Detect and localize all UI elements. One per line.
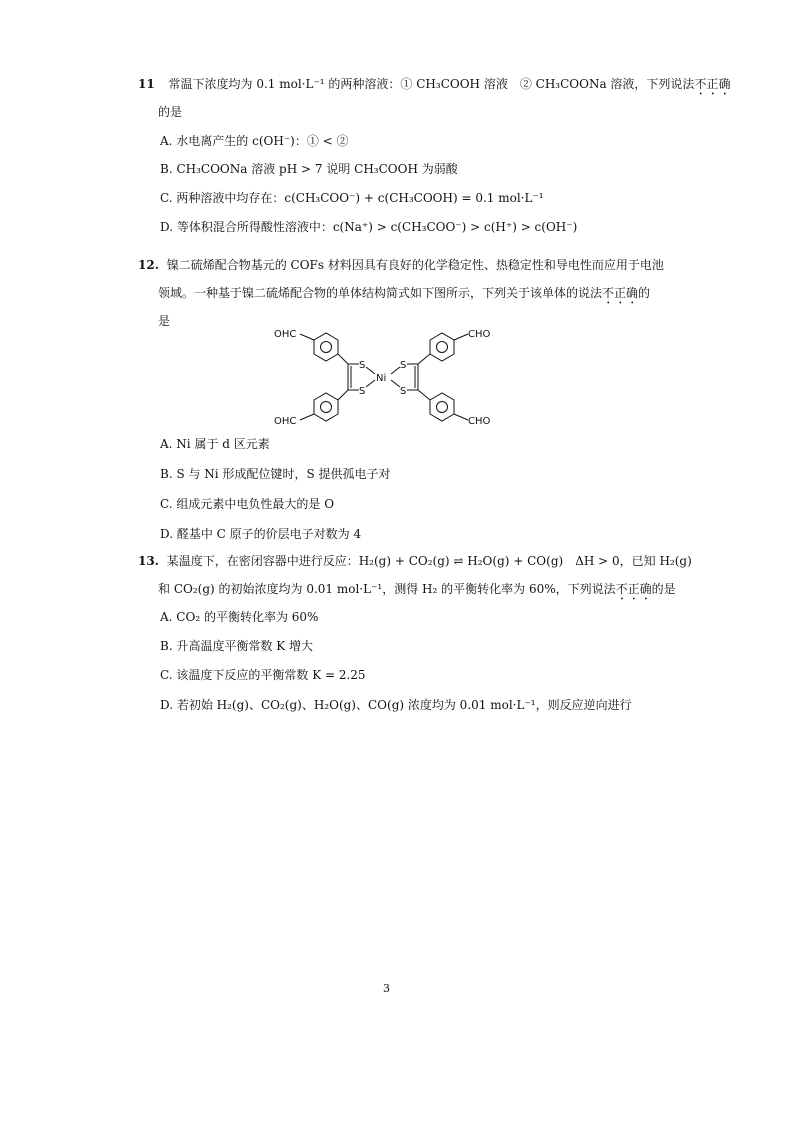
bond-ring-to-c1 <box>338 354 348 364</box>
label-s2: S <box>359 386 366 397</box>
label-s3: S <box>400 360 407 371</box>
q11-stem-emphasis: 不正确 <box>694 77 731 91</box>
bond-s2-ni <box>366 380 375 387</box>
q13-stem-text1: 某温度下，在密闭容器中进行反应：H₂(g) + CO₂(g) ⇌ H₂O(g) + CO(g) ΔH > 0，已知 H₂(g) <box>166 554 692 568</box>
bond-ni-s4 <box>391 380 400 387</box>
bond-c3-ring <box>418 354 430 364</box>
q11-stem-text: 常温下浓度均为 0.1 mol·L⁻¹ 的两种溶液：① CH₃COOH 溶液 ② CH₃COONa 溶液，下列说法 <box>168 77 695 91</box>
bond-cho-bottom-right <box>454 414 468 420</box>
nickel-dithiolene-structure <box>270 322 500 430</box>
aromatic-circle-top-right <box>437 342 448 353</box>
label-s1: S <box>359 360 366 371</box>
label-ni: Ni <box>376 373 387 384</box>
q12-option-c: C. 组成元素中电负性最大的是 O <box>160 497 335 511</box>
q12-option-a: A. Ni 属于 d 区元素 <box>160 437 270 451</box>
q13-option-c: C. 该温度下反应的平衡常数 K = 2.25 <box>160 668 366 682</box>
q12-stem-tail: 的 <box>638 286 651 300</box>
q11-stem-line2: 的是 <box>158 105 183 119</box>
bond-ohc-bottom-left <box>300 414 314 420</box>
aromatic-circle-top-left <box>321 342 332 353</box>
benzene-ring-top-right <box>430 333 454 361</box>
q13-stem-line1 <box>138 553 692 569</box>
benzene-ring-top-left <box>314 333 338 361</box>
bond-ohc-top-left <box>300 334 314 340</box>
q13-stem-line2 <box>158 581 676 603</box>
q11-option-a: A. 水电离产生的 c(OH⁻)：① < ② <box>160 134 349 148</box>
page-number: 3 <box>383 982 390 995</box>
q11-number: 11 <box>138 77 155 91</box>
bond-cho-top-right <box>454 334 468 340</box>
label-cho-top-right: CHO <box>468 329 491 340</box>
q13-option-a: A. CO₂ 的平衡转化率为 60% <box>160 610 319 624</box>
bond-ni-s3 <box>391 367 400 374</box>
q12-stem-emphasis: 不正确 <box>602 286 639 300</box>
q13-option-b: B. 升高温度平衡常数 K 增大 <box>160 639 314 653</box>
q12-number: 12. <box>138 258 159 272</box>
benzene-ring-bottom-left <box>314 393 338 421</box>
q12-option-b: B. S 与 Ni 形成配位键时，S 提供孤电子对 <box>160 467 391 481</box>
q13-stem-emphasis: 不正确 <box>615 582 652 596</box>
q13-number: 13. <box>138 554 159 568</box>
q13-stem-text2: 和 CO₂(g) 的初始浓度均为 0.01 mol·L⁻¹，测得 H₂ 的平衡转化率为 60%，下列说法 <box>158 582 616 596</box>
q13-stem-tail: 的是 <box>651 582 676 596</box>
aromatic-circle-bottom-right <box>437 402 448 413</box>
q11-option-d: D. 等体积混合所得酸性溶液中：c(Na⁺) > c(CH₃COO⁻) > c(H⁺) > c(OH⁻) <box>160 220 578 234</box>
q12-stem-text2: 领域。一种基于镍二硫烯配合物的单体结构简式如下图所示，下列关于该单体的说法 <box>158 286 603 300</box>
q13-option-d: D. 若初始 H₂(g)、CO₂(g)、H₂O(g)、CO(g) 浓度均为 0.01 mol·L⁻¹，则反应逆向进行 <box>160 698 632 712</box>
q12-option-d: D. 醛基中 C 原子的价层电子对数为 4 <box>160 527 362 541</box>
label-ohc-bottom-left: OHC <box>274 416 297 427</box>
aromatic-circle-bottom-left <box>321 402 332 413</box>
q11-stem-line1 <box>138 76 730 98</box>
q11-option-b: B. CH₃COONa 溶液 pH > 7 说明 CH₃COOH 为弱酸 <box>160 162 458 176</box>
q11-option-c: C. 两种溶液中均存在：c(CH₃COO⁻) + c(CH₃COOH) = 0.1 mol·L⁻¹ <box>160 191 544 205</box>
bond-ring-to-c2 <box>338 390 348 400</box>
structure-diagram <box>270 322 500 430</box>
label-s4: S <box>400 386 407 397</box>
benzene-ring-bottom-right <box>430 393 454 421</box>
bond-c4-ring <box>418 390 430 400</box>
q12-stem-line2 <box>158 285 650 307</box>
q12-stem-text1: 镍二硫烯配合物基元的 COFs 材料因具有良好的化学稳定性、热稳定性和导电性而应用于电池 <box>166 258 664 272</box>
bond-s1-ni <box>366 367 375 374</box>
label-cho-bottom-right: CHO <box>468 416 491 427</box>
label-ohc-top-left: OHC <box>274 329 297 340</box>
q12-stem-line1 <box>138 257 664 273</box>
q12-stem-line3: 是 <box>158 314 171 328</box>
